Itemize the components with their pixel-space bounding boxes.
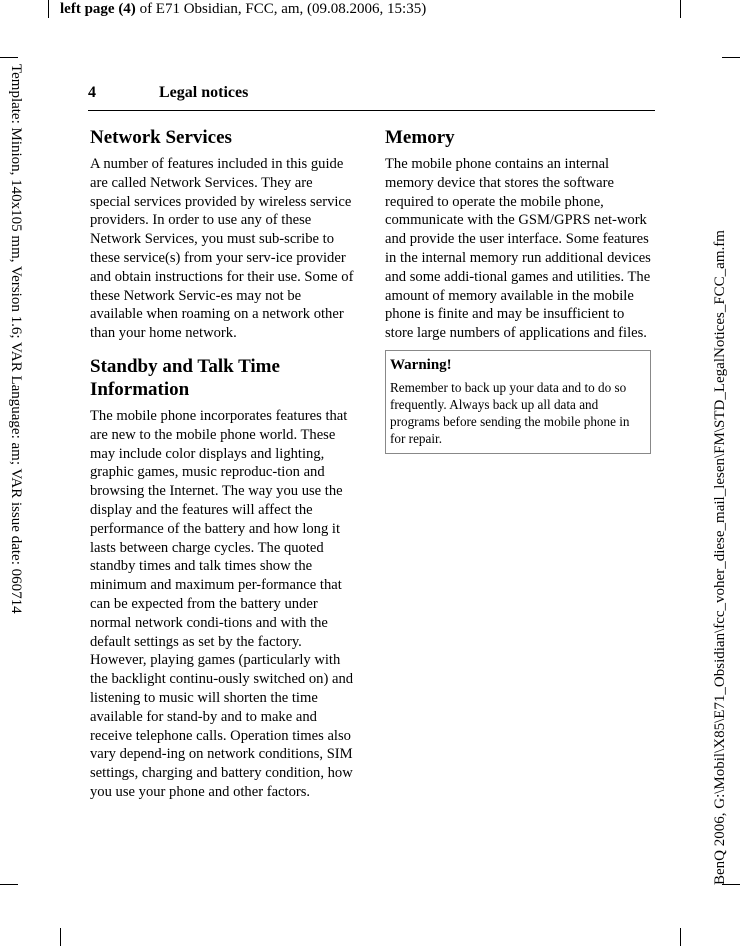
standby-talk-time-section [90, 355, 356, 802]
warning-title: Warning! [390, 356, 452, 373]
left-column [90, 126, 356, 802]
warning-text: Remember to back up your data and to do so frequently. Always back up all data and programs before sending the mobile phone in for repair. [390, 379, 630, 446]
crop-mark [680, 0, 681, 18]
section-body: The mobile phone contains an internal memory device that stores the software required to operate the mobile phone, communicate with the GSM/GPRS net-work and provide the user interface. Some features in the internal memory run additional devices and some addi-tional games and utilities. The amount of memory available in the mobile phone is finite and may be insufficient to store large numbers of applications and files. [385, 156, 651, 342]
page-header [88, 84, 655, 111]
print-info [60, 1, 426, 18]
section-body: The mobile phone incorporates features that are new to the mobile phone world. These may include color displays and lighting, graphic games, music reproduc-tion and browsing the Internet. The way you use the display and the features will affect the performance of the battery and how long it lasts between charge cycles. The quoted standby times and talk times show the minimum and maximum per-formance that can be expected from the battery under normal network condi-tions and with the default settings as set by the factory. However, playing games (particularly with the backlight continu-ously switched on) and listening to music will shorten the time available for stand-by and to make and receive telephone calls. Operation times also vary depend-ing on network conditions, SIM settings, charging and battery condition, how you use your phone and other factors. [90, 407, 354, 800]
crop-mark [0, 57, 18, 58]
page-number: 4 [88, 84, 96, 101]
section-heading: Memory [385, 127, 455, 148]
page-title: Legal notices [159, 84, 249, 101]
crop-mark [680, 928, 681, 946]
crop-mark [0, 884, 18, 885]
crop-mark [722, 57, 740, 58]
left-margin-note [7, 64, 25, 664]
template-info: Template: Minion, 140x105 mm, Version 1.6; VAR Language: am; VAR issue date: 060714 [8, 64, 24, 614]
crop-mark [60, 928, 61, 946]
print-info-rest: of E71 Obsidian, FCC, am, (09.08.2006, 15:35) [135, 1, 427, 17]
right-column [385, 126, 653, 454]
section-heading: Network Services [90, 127, 232, 148]
right-margin-note [712, 160, 732, 885]
network-services-section [90, 126, 356, 343]
warning-box [385, 350, 651, 454]
memory-section [385, 126, 653, 343]
print-info-page: left page (4) [60, 1, 136, 17]
file-path: BenQ 2006, G:\Mobil\X85\E71_Obsidian\fcc_voher_diese_mail_lesen\FM\STD_LegalNotices_FCC_am.fm [712, 230, 728, 885]
crop-mark [48, 0, 49, 18]
section-heading: Standby and Talk Time Information [90, 355, 280, 400]
section-body: A number of features included in this guide are called Network Services. They are special services provided by wireless service providers. In order to use any of these Network Services, you must sub-scribe to these service(s) from your serv-ice provider and obtain instructions for their use. Some of these Network Servic-es may not be available when roaming on a network other than your home network. [90, 156, 354, 342]
